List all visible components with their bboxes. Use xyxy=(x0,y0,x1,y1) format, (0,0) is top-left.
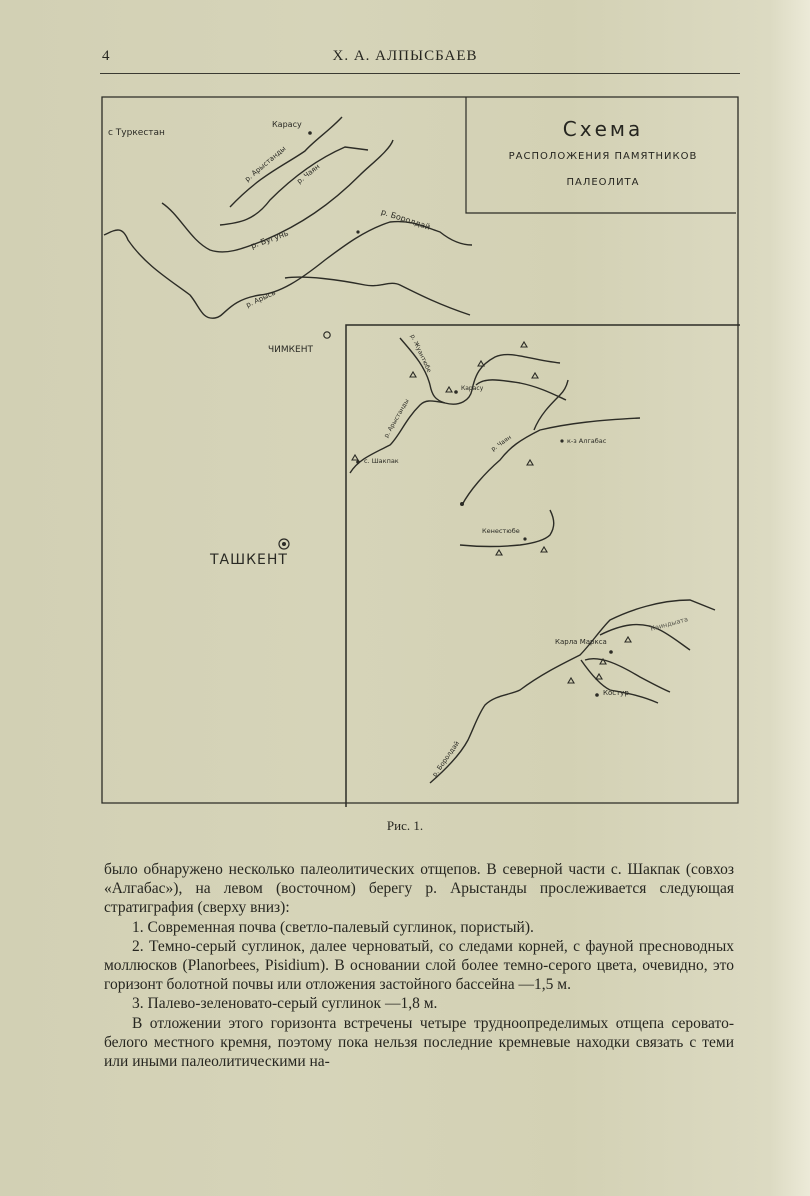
stratum-3: 3. Палево-зеленовато-серый суглинок —1,8 м. xyxy=(132,995,438,1013)
shakpak-dot xyxy=(356,460,360,464)
algabas-dot xyxy=(560,439,563,442)
label-shakpak: с. Шакпак xyxy=(364,457,399,465)
label-river-chayan-overview: р. Чаян xyxy=(295,162,322,186)
label-tashkent: ТАШКЕНТ xyxy=(210,552,288,568)
figure-subtitle-line2: ПАЛЕОЛИТА xyxy=(566,177,640,188)
label-karl-marx: Карла Маркса xyxy=(555,638,607,646)
page-number: 4 xyxy=(102,48,110,64)
chimkent-icon xyxy=(324,332,330,338)
label-karasu: Карасу xyxy=(272,120,302,129)
karl-marx-dot xyxy=(609,650,613,654)
river-boroldai-inset xyxy=(430,600,715,783)
label-river-upper-inset: р. Жуантюбе xyxy=(408,333,433,374)
paragraph-2: В отложении этого горизонта встречены четыре трудноопределимых отщепа серовато-белого местного кремня, поэтому пока нельзя последние кремневые находки связать с теми или иными палеолитическими на- xyxy=(104,1014,734,1071)
label-kenestobe: Кенестюбе xyxy=(482,527,520,535)
label-turkestan: с Туркестан xyxy=(108,128,165,138)
label-river-arystandy-inset: р. Арыстанды xyxy=(382,397,411,440)
label-river-arys: р. Арысь xyxy=(244,288,277,310)
river-boroldai-overview xyxy=(285,277,470,315)
river-branch-inset xyxy=(476,380,566,400)
figure-caption: Рис. 1. xyxy=(386,818,424,833)
label-algabas: к-з Алгабас xyxy=(567,437,607,445)
figure-subtitle-line1: РАСПОЛОЖЕНИЯ ПАМЯТНИКОВ xyxy=(508,151,698,162)
figure-title: Схема xyxy=(562,117,644,141)
figure-map xyxy=(100,95,740,807)
label-karasu-inset: Карасу xyxy=(461,385,484,392)
label-kostur: Костур xyxy=(603,689,629,697)
paragraph-1: было обнаружено несколько палеолитических отщепов. В северной части с. Шакпак (совхоз «Алгабас»), на левом (восточном) берегу р. Арыстанды прослеживается следующая стратиграфия (сверху вниз): xyxy=(104,861,734,917)
river-kaindy-lower xyxy=(600,625,690,650)
label-river-boroldai-overview: р. Боролдай xyxy=(379,207,432,232)
header-rule xyxy=(100,73,740,74)
running-title: Х. А. АЛПЫСБАЕВ xyxy=(332,48,478,64)
river-arystandy-overview xyxy=(230,117,342,207)
map-drawing xyxy=(100,95,740,807)
karasu-inset-dot xyxy=(454,390,458,394)
kostur-dot xyxy=(595,693,599,697)
stratum-1: 1. Современная почва (светло-палевый суглинок, пористый). xyxy=(132,918,534,936)
label-kaindy: Каиндыата xyxy=(649,615,689,633)
inset-dot xyxy=(460,502,464,506)
label-river-arystandy-overview: р. Арыстанды xyxy=(243,144,288,184)
river-chayan-trib xyxy=(534,380,568,430)
body-text xyxy=(104,860,734,1071)
stratum-2: 2. Темно-серый суглинок, далее черноватый, со следами корней, с фауной пресноводных моллюсков (Planorbees, Pisidium). В основании слой более темно-серого цвета, очевидно, это горизонт болотной почвы или отложения застойного бассейна —1,5 м. xyxy=(104,937,734,994)
kenestobe-dot xyxy=(523,537,526,540)
label-river-chayan-inset: р. Чаян xyxy=(490,434,513,453)
river-chayan-inset xyxy=(462,418,640,505)
site-dot xyxy=(356,230,359,233)
karasu-dot xyxy=(308,131,312,135)
label-river-bugun: р. Бугунь xyxy=(249,228,290,251)
label-chimkent: ЧИМКЕНТ xyxy=(268,345,314,355)
label-river-boroldai-inset: р. Боролдай xyxy=(430,739,462,779)
